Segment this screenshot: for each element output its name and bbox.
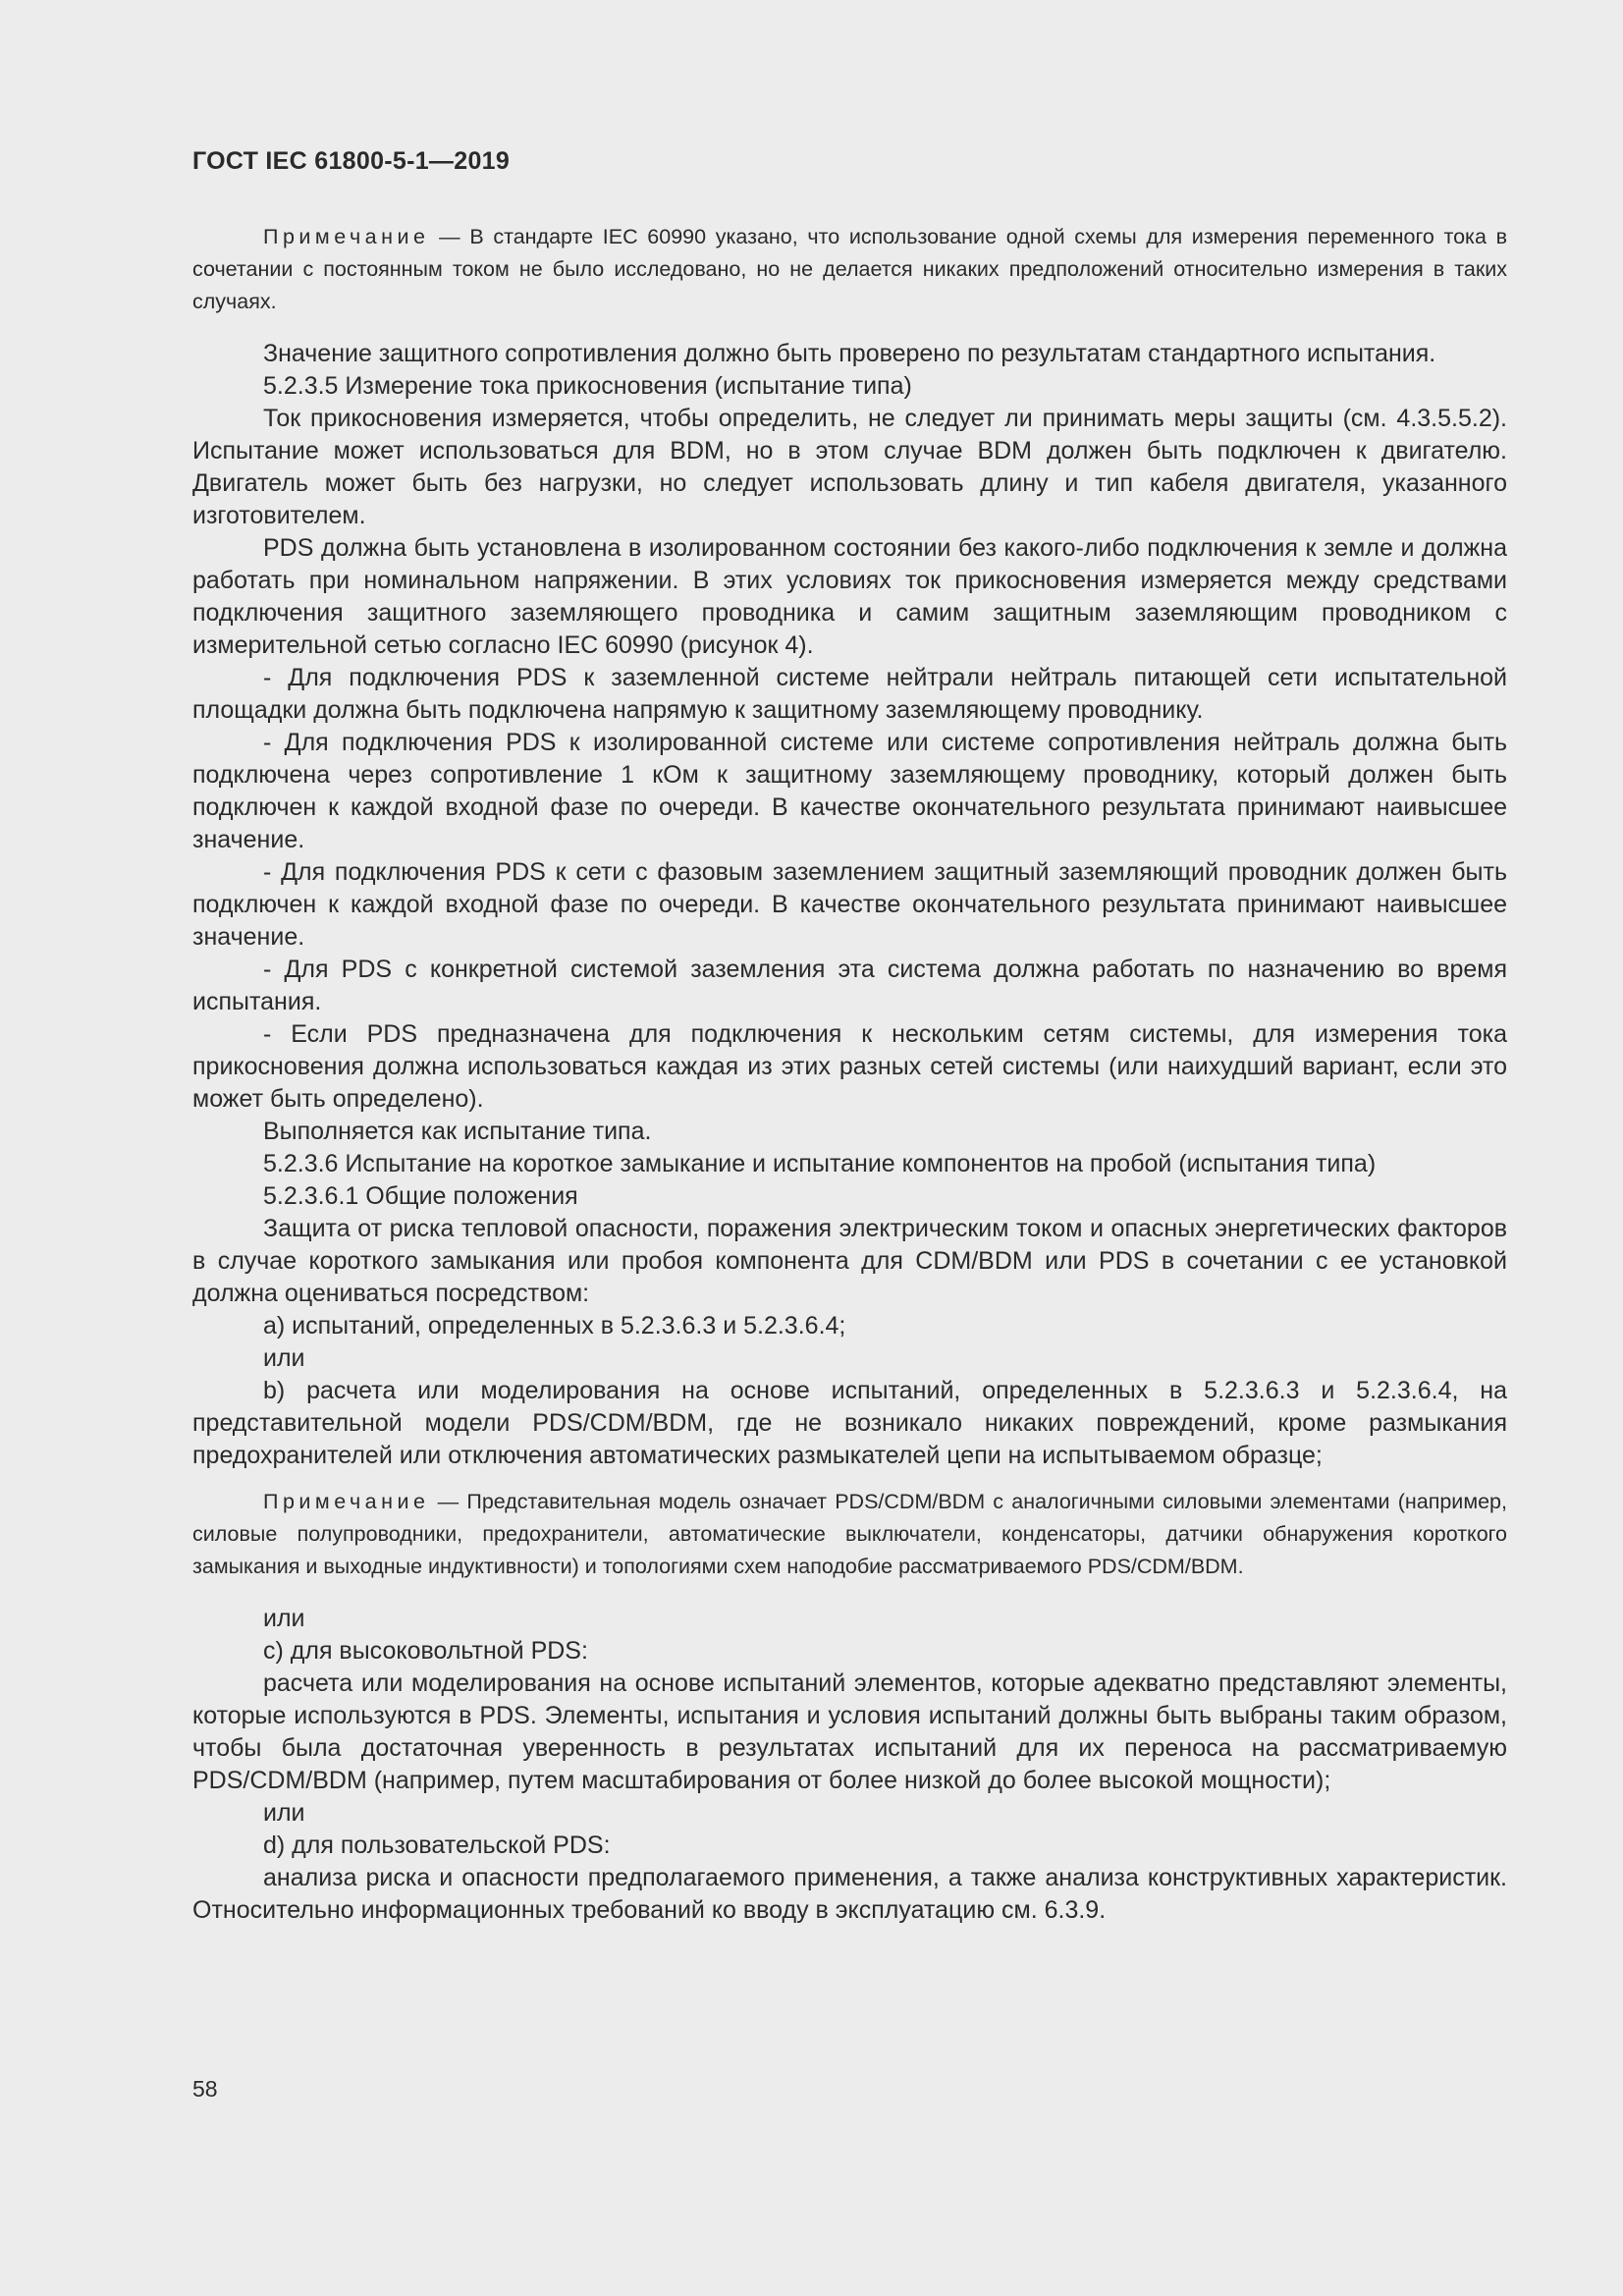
section-heading: 5.2.3.6.1 Общие положения [263, 1182, 578, 1210]
section-heading: 5.2.3.5 Измерение тока прикосновения (испытание типа) [263, 372, 912, 400]
list-item: a) испытаний, определенных в 5.2.3.6.3 и 5.2.3.6.4; [263, 1312, 846, 1339]
list-item: b) расчета или моделирования на основе испытаний, определенных в 5.2.3.6.3 и 5.2.3.6.4, на представительной модели PDS/CDM/BDM, где не возникало никаких повреждений, кроме размыкания предохранителей или отключения автоматических размыкателей цепи на испытываемом образце; [192, 1377, 1507, 1469]
list-item: - Для подключения PDS к заземленной системе нейтрали нейтраль питающей сети испытательной площадки должна быть подключена напрямую к защитному заземляющему проводнику. [192, 664, 1507, 724]
note-label: Примечание [263, 1490, 430, 1513]
note-2 [192, 1486, 1507, 1583]
page-number: 58 [192, 2076, 218, 2102]
list-item: - Если PDS предназначена для подключения к нескольким сетям системы, для измерения тока прикосновения должна использоваться каждая из этих разных сетей системы (или наихудший вариант, если это может быть определено). [192, 1020, 1507, 1113]
paragraph: анализа риска и опасности предполагаемого применения, а также анализа конструктивных характеристик. Относительно информационных требований ко вводу в эксплуатацию см. 6.3.9. [192, 1864, 1507, 1924]
list-item: - Для PDS с конкретной системой заземления эта система должна работать по назначению во время испытания. [192, 956, 1507, 1015]
list-item: c) для высоковольтной PDS: [263, 1637, 588, 1665]
document-header: ГОСТ IEC 61800-5-1—2019 [192, 147, 511, 175]
section-heading: 5.2.3.6 Испытание на короткое замыкание и испытание компонентов на пробой (испытания типа) [263, 1150, 1377, 1177]
paragraph: Выполняется как испытание типа. [263, 1118, 652, 1145]
note-label: Примечание [263, 225, 430, 248]
paragraph: Защита от риска тепловой опасности, поражения электрическим током и опасных энергетических факторов в случае короткого замыкания или пробоя компонента для CDM/BDM или PDS в сочетании с ее установкой должна оцениваться посредством: [192, 1215, 1507, 1307]
note-text: — Представительная модель означает PDS/CDM/BDM с аналогичными силовыми элементами (например, силовые полупроводники, предохранители, автоматические выключатели, конденсаторы, датчики обнаружения короткого замыкания и выходные индуктивности) и топологиями схем наподобие рассматриваемого PDS/CDM/BDM. [192, 1490, 1507, 1578]
paragraph: или [263, 1605, 305, 1632]
list-item: - Для подключения PDS к изолированной системе или системе сопротивления нейтраль должна быть подключена через сопротивление 1 кОм к защитному заземляющему проводнику, который должен быть подключен к каждой входной фазе по очереди. В качестве окончательного результата принимают наивысшее значение. [192, 729, 1507, 853]
paragraph: PDS должна быть установлена в изолированном состоянии без какого-либо подключения к земле и должна работать при номинальном напряжении. В этих условиях ток прикосновения измеряется между средствами подключения защитного заземляющего проводника и самим защитным заземляющим проводником с измерительной сетью согласно IEC 60990 (рисунок 4). [192, 534, 1507, 659]
note-text: — В стандарте IEC 60990 указано, что использование одной схемы для измерения переменного тока в сочетании с постоянным током не было исследовано, но не делается никаких предположений относительно измерения в таких случаях. [192, 225, 1507, 313]
list-item: d) для пользовательской PDS: [263, 1831, 611, 1859]
paragraph: или [263, 1344, 305, 1372]
paragraph: Значение защитного сопротивления должно быть проверено по результатам стандартного испытания. [263, 340, 1436, 367]
paragraph: расчета или моделирования на основе испытаний элементов, которые адекватно представляют элементы, которые используются в PDS. Элементы, испытания и условия испытаний должны быть выбраны таким образом, чтобы была достаточная уверенность в результатах испытаний для их переноса на рассматриваемую PDS/CDM/BDM (например, путем масштабирования от более низкой до более высокой мощности); [192, 1669, 1507, 1794]
list-item: - Для подключения PDS к сети с фазовым заземлением защитный заземляющий проводник должен быть подключен к каждой входной фазе по очереди. В качестве окончательного результата принимают наивысшее значение. [192, 858, 1507, 951]
document-body [192, 221, 1507, 1927]
note-1 [192, 221, 1507, 318]
paragraph: Ток прикосновения измеряется, чтобы определить, не следует ли принимать меры защиты (см. 4.3.5.5.2). Испытание может использоваться для BDM, но в этом случае BDM должен быть подключен к двигателю. Двигатель может быть без нагрузки, но следует использовать длину и тип кабеля двигателя, указанного изготовителем. [192, 405, 1507, 529]
paragraph: или [263, 1799, 305, 1827]
